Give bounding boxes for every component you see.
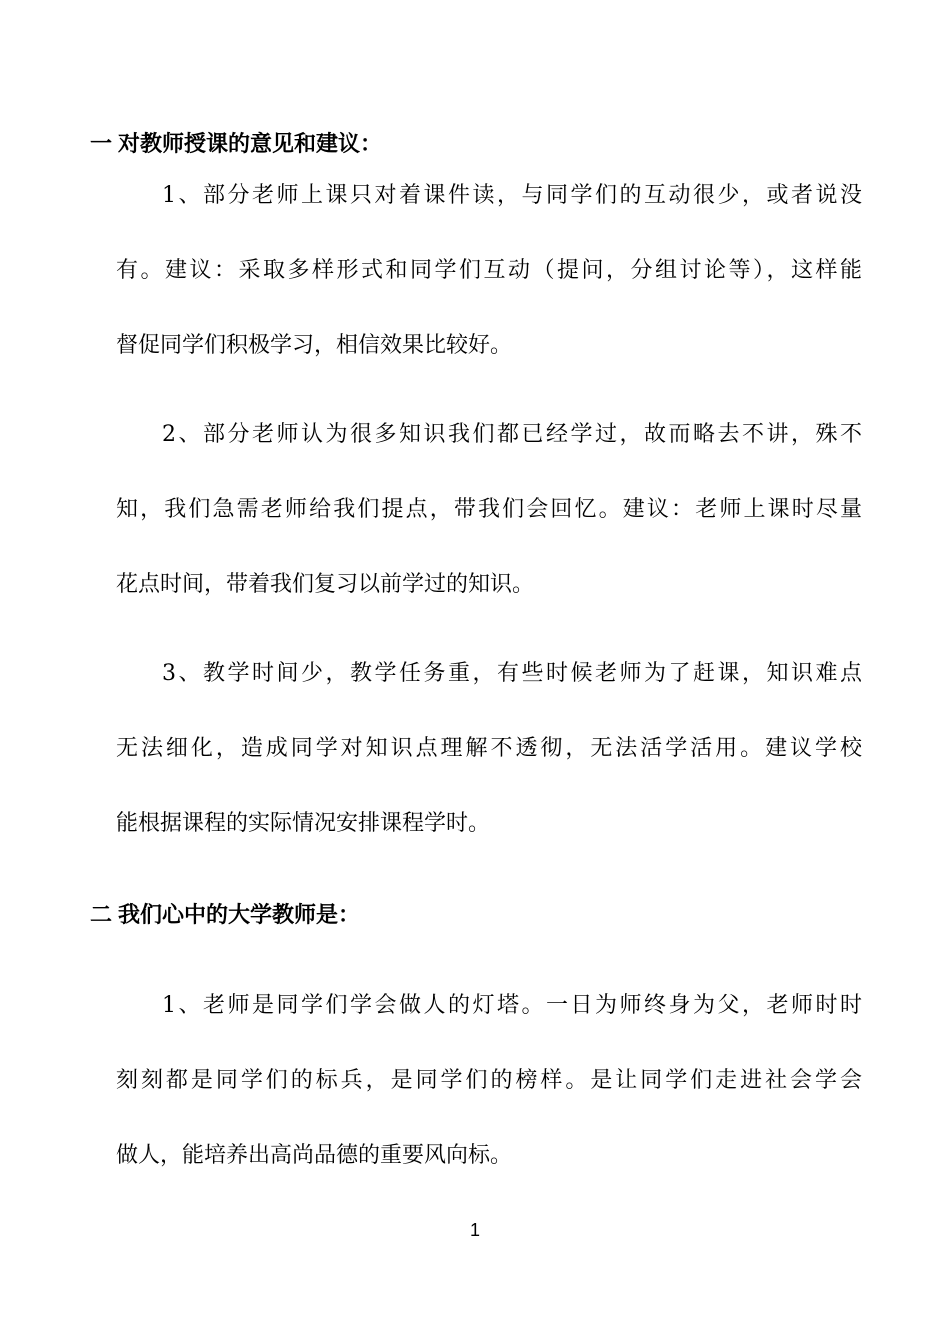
page-number: 1 xyxy=(469,1220,480,1240)
paragraph-line: 知，我们急需老师给我们提点，带我们会回忆。建议：老师上课时尽量 xyxy=(116,497,862,522)
section-title-2: 我们心中的大学教师是： xyxy=(118,903,361,928)
paragraph-line: 有。建议：采取多样形式和同学们互动（提问，分组讨论等），这样能 xyxy=(116,258,862,283)
section-number-1: 一 xyxy=(90,132,113,157)
paragraph-line: 2、部分老师认为很多知识我们都已经学过，故而略去不讲，殊不 xyxy=(162,422,862,447)
section-heading-1 xyxy=(90,130,382,160)
paragraph-line: 无法细化，造成同学对知识点理解不透彻，无法活学活用。建议学校 xyxy=(116,736,862,761)
paragraph-line: 3、教学时间少，教学任务重，有些时候老师为了赶课，知识难点 xyxy=(162,661,862,686)
paragraph-line: 做人，能培养出高尚品德的重要风向标。 xyxy=(116,1143,513,1168)
section-title-1: 对教师授课的意见和建议： xyxy=(118,132,383,157)
section-number-2: 二 xyxy=(90,903,113,928)
paragraph-line: 能根据课程的实际情况安排课程学时。 xyxy=(116,811,491,836)
paragraph-line: 刻刻都是同学们的标兵，是同学们的榜样。是让同学们走进社会学会 xyxy=(116,1068,862,1093)
paragraph-line: 1、部分老师上课只对着课件读，与同学们的互动很少，或者说没 xyxy=(162,183,862,208)
section-heading-2 xyxy=(90,901,360,931)
paragraph-line: 花点时间，带着我们复习以前学过的知识。 xyxy=(116,572,535,597)
paragraph-line: 1、老师是同学们学会做人的灯塔。一日为师终身为父，老师时时 xyxy=(162,993,862,1018)
paragraph-line: 督促同学们积极学习，相信效果比较好。 xyxy=(116,333,513,358)
